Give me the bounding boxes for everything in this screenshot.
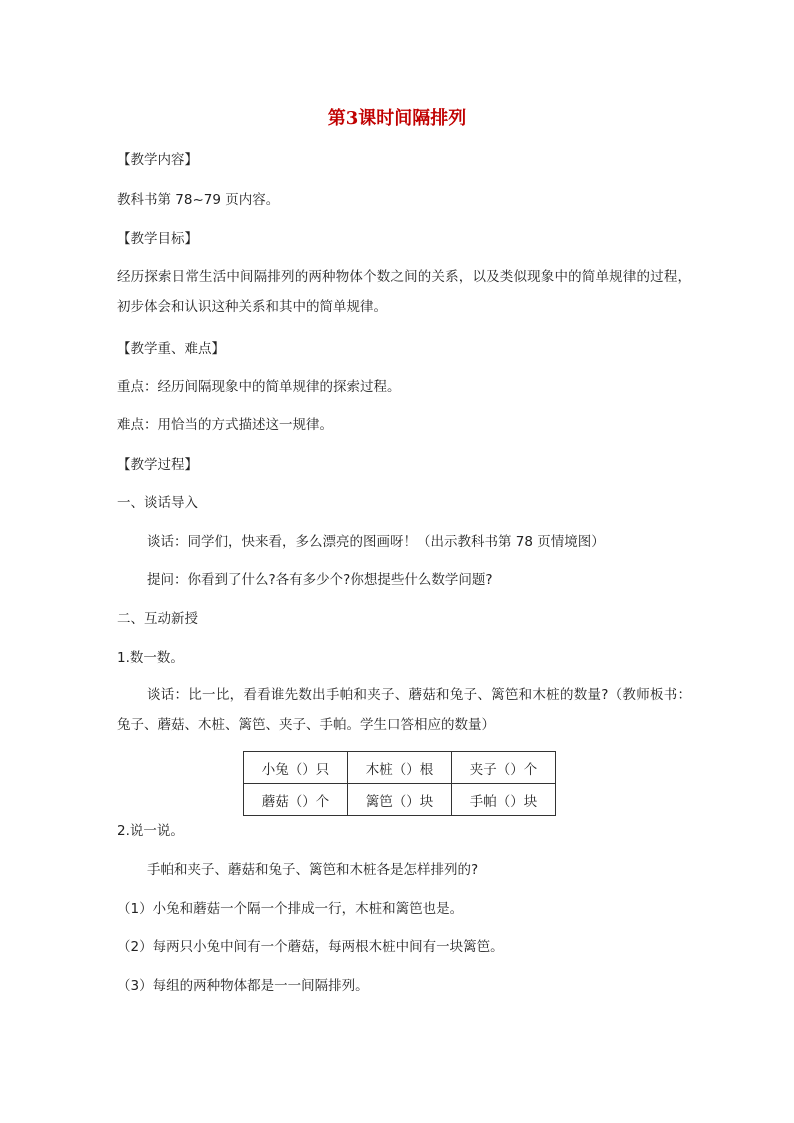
page-title: 第3课时间隔排列 [327,108,467,129]
table-row [244,784,556,816]
table-cell: 蘑菇（）个 [244,784,348,816]
step-count-heading: 1.数一数。 [117,650,184,666]
table-cell: 小兔（）只 [244,752,348,784]
goal-heading: 【教学目标】 [117,231,198,247]
content-heading: 【教学内容】 [117,152,198,168]
difficult-point: 难点：用恰当的方式描述这一规律。 [117,417,333,433]
goal-text: 经历探索日常生活中间隔排列的两种物体个数之间的关系，以及类似现象中的简单规律的过程，初步体会和认识这种关系和其中的简单规律。 [117,269,691,315]
step-talk-heading: 2.说一说。 [117,823,184,839]
content-text: 教科书第 78~79 页内容。 [117,192,280,208]
question-intro: 提问：你看到了什么?各有多少个?你想提些什么数学问题? [147,572,493,588]
table-row [244,752,556,784]
answer-1: （1）小兔和蘑菇一个隔一个排成一行，木桩和篱笆也是。 [117,901,464,917]
table-cell: 篱笆（）块 [348,784,452,816]
section-new-heading: 二、互动新授 [117,611,198,627]
count-table [243,751,556,816]
table-cell: 木桩（）根 [348,752,452,784]
answer-2: （2）每两只小兔中间有一个蘑菇，每两根木桩中间有一块篱笆。 [117,939,504,955]
talk-count: 谈话：比一比，看看谁先数出手帕和夹子、蘑菇和兔子、篱笆和木桩的数量?（教师板书：兔子、蘑菇、木桩、篱笆、夹子、手帕。学生口答相应的数量） [117,687,691,733]
key-point: 重点：经历间隔现象中的简单规律的探索过程。 [117,379,401,395]
answer-3: （3）每组的两种物体都是一一间隔排列。 [117,978,369,994]
section-intro-heading: 一、谈话导入 [117,495,198,511]
question-arrangement: 手帕和夹子、蘑菇和兔子、篱笆和木桩各是怎样排列的? [147,862,479,878]
table-cell: 手帕（）块 [452,784,556,816]
table-cell: 夹子（）个 [452,752,556,784]
process-heading: 【教学过程】 [117,457,198,473]
talk-intro: 谈话：同学们，快来看，多么漂亮的图画呀！（出示教科书第 78 页情境图） [147,534,605,550]
key-heading: 【教学重、难点】 [117,341,225,357]
